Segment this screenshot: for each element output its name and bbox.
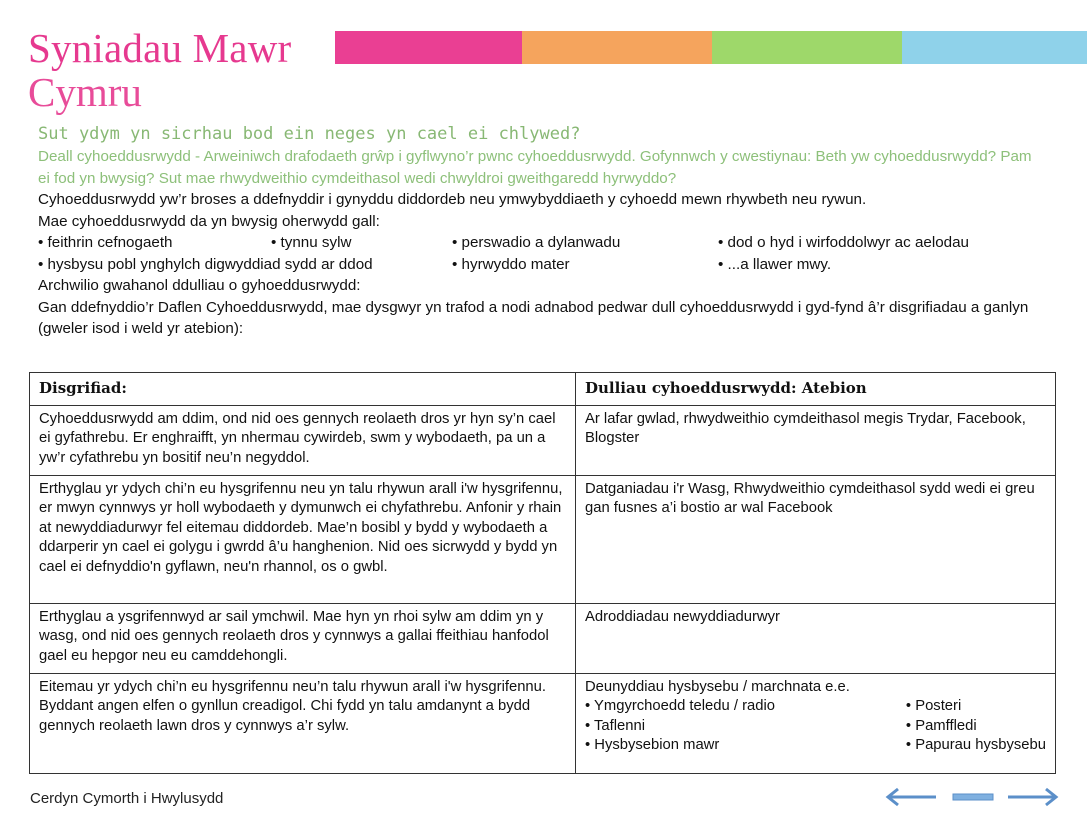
table-row xyxy=(30,405,1056,475)
row-description: Erthyglau yr ydych chi’n eu hysgrifennu neu yn talu rhywun arall i'w hysgrifennu, er mwyn cynnwys yr holl wybodaeth y dymunwch ei chyfathrebu. Anfonir y rhain at newyddiadurwyr fel eitemau diddordeb. Mae’n bosibl y bydd y wybodaeth a ddarperir yn cael ei golygu i gwrdd â’u hanghenion. Nid oes sicrwydd y bydd yn cael ei defnyddio'n gyflawn, neu'n rhannol, os o gwbl. xyxy=(30,475,576,603)
footer-title: Cerdyn Cymorth i Hwylusydd xyxy=(30,790,224,807)
table-row xyxy=(30,475,1056,603)
methods-table xyxy=(29,372,1056,774)
benefit-item: • ...a llawer mwy. xyxy=(718,255,832,273)
table-header-row xyxy=(30,373,1056,406)
answer-item: • Pamffledi xyxy=(905,717,977,734)
header-description: Disgrifiad: xyxy=(30,373,576,406)
answer-item: • Taflenni xyxy=(585,717,646,734)
answer-item: • Posteri xyxy=(905,698,962,715)
benefit-item: • feithrin cefnogaeth xyxy=(38,234,173,251)
benefit-item: • hysbysu pobl ynghylch digwyddiad sydd ar ddod xyxy=(38,255,373,273)
row-answer xyxy=(576,673,1056,773)
logo-line-2: Cymru xyxy=(28,69,142,115)
answer-intro: Deunyddiau hysbysebu / marchnata e.e. xyxy=(585,678,850,695)
row-answer: Datganiadau i'r Wasg, Rhwydweithio cymdeithasol sydd wedi ei greu gan fusnes a’i bostio ar wal Facebook xyxy=(576,475,1056,603)
header-answers: Dulliau cyhoeddusrwydd: Atebion xyxy=(576,373,1056,406)
color-bar-pink xyxy=(335,31,522,64)
row-description: Eitemau yr ydych chi’n eu hysgrifennu neu’n talu rhywun arall i'w hysgrifennu. Byddant angen elfen o gynllun creadigol. Chi fydd yn talu amdanynt a bydd gennych reolaeth lawn dros y cynnwys a’r sylw. xyxy=(30,673,576,773)
logo-line-1: Syniadau Mawr xyxy=(28,25,292,71)
row-description: Erthyglau a ysgrifennwyd ar sail ymchwil. Mae hyn yn rhoi sylw am ddim yn y wasg, ond nid oes gennych reolaeth dros y cynnwys a gallai ffeithiau hanfodol gael eu hepgor neu eu camddehongli. xyxy=(30,603,576,673)
color-bar-orange xyxy=(522,31,712,64)
answer-items xyxy=(585,697,1046,756)
benefits-list xyxy=(38,232,1038,275)
explore-line: Archwilio gwahanol ddulliau o gyhoeddusrwydd: xyxy=(38,277,361,294)
table-row xyxy=(30,673,1056,773)
forward-arrow-icon[interactable] xyxy=(1004,785,1060,809)
back-arrow-icon[interactable] xyxy=(884,785,940,809)
row-description: Cyhoeddusrwydd am ddim, ond nid oes gennych reolaeth dros yr hyn sy’n cael ei gyfathrebu. Er enghraifft, yn nhermau cywirdeb, swm y wybodaeth, pa un a yw’r cyfathrebu yn bositif neu’n negyddol. xyxy=(30,405,576,475)
activity-text: Gan ddefnyddio’r Daflen Cyhoeddusrwydd, mae dysgwyr yn trafod a nodi adnabod pedwar dull cyhoeddusrwydd i gyd-fynd â’r disgrifiadau a ganlyn (gweler isod i weld yr atebion): xyxy=(38,298,1029,337)
menu-bar-icon[interactable] xyxy=(952,785,994,809)
logo xyxy=(28,26,291,114)
intro-section xyxy=(38,122,1038,340)
table-row xyxy=(30,603,1056,673)
main-question: Sut ydym yn sicrhau bod ein neges yn cael ei chlywed? xyxy=(38,124,581,144)
benefit-item: • tynnu sylw xyxy=(271,234,352,251)
benefit-item: • dod o hyd i wirfoddolwyr ac aelodau xyxy=(718,234,969,251)
definition-text: Cyhoeddusrwydd yw’r broses a ddefnyddir i gynyddu diddordeb neu ymwybyddiaeth y cyhoedd mewn rhywbeth neu rywun. xyxy=(38,191,867,208)
benefit-item: • perswadio a dylanwadu xyxy=(452,234,621,251)
answer-item: • Hysbysebion mawr xyxy=(585,737,720,754)
instruction-text: Deall cyhoeddusrwydd - Arweiniwch drafodaeth grŵp i gyflwyno’r pwnc cyhoeddusrwydd. Gofynnwch y cwestiynau: Beth yw cyhoeddusrwydd? Pam ei fod yn bwysig? Sut mae rhwydweithio cymdeithasol wedi chwyldroi gweithgaredd hyrwyddo? xyxy=(38,148,1032,187)
answer-item: • Papurau hysbysebu xyxy=(905,737,1046,754)
importance-intro: Mae cyhoeddusrwydd da yn bwysig oherwydd gall: xyxy=(38,212,380,230)
row-answer: Adroddiadau newyddiadurwyr xyxy=(576,603,1056,673)
color-bar-blue xyxy=(902,31,1087,64)
row-answer: Ar lafar gwlad, rhwydweithio cymdeithasol megis Trydar, Facebook, Blogster xyxy=(576,405,1056,475)
benefit-item: • hyrwyddo mater xyxy=(452,255,570,273)
answer-item: • Ymgyrchoedd teledu / radio xyxy=(585,698,775,715)
color-bar-green xyxy=(712,31,902,64)
